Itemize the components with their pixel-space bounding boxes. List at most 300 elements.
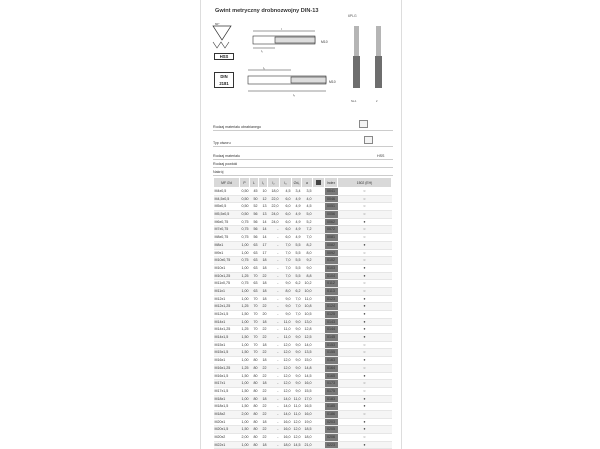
cell-index: 0163 bbox=[325, 357, 338, 365]
cell-index: 0081 bbox=[325, 234, 338, 242]
cell-value: 9,0 bbox=[302, 264, 313, 272]
cell-size: M7x0,75 bbox=[214, 226, 240, 234]
cell-value bbox=[313, 364, 325, 372]
cell-value: 5,2 bbox=[302, 218, 313, 226]
cell-value: - bbox=[268, 280, 280, 288]
cell-value: 16,5 bbox=[302, 403, 313, 411]
table-row bbox=[214, 318, 392, 326]
m10-label-lower: M10 bbox=[329, 80, 336, 84]
cell-value bbox=[313, 249, 325, 257]
cell-value: 16,0 bbox=[302, 380, 313, 388]
cell-index: 0153 bbox=[325, 341, 338, 349]
cell-size: M10x0,75 bbox=[214, 257, 240, 265]
table-row bbox=[214, 257, 392, 265]
cell-value: 6,0 bbox=[280, 218, 292, 226]
cell-index: 0183 bbox=[325, 395, 338, 403]
cell-value: 9,0 bbox=[280, 311, 292, 319]
cell-stock: ● bbox=[338, 326, 392, 334]
cell-size: M15x1 bbox=[214, 341, 240, 349]
cell-index: 0103 bbox=[325, 264, 338, 272]
cell-value: 12,0 bbox=[292, 418, 302, 426]
cell-value: - bbox=[268, 257, 280, 265]
cell-index: 0041 bbox=[325, 188, 338, 196]
table-row bbox=[214, 303, 392, 311]
table-row bbox=[214, 287, 392, 295]
cell-stock: ○ bbox=[338, 364, 392, 372]
cell-value: 0,50 bbox=[240, 195, 250, 203]
cell-value: 14,0 bbox=[280, 403, 292, 411]
cell-value: 7,0 bbox=[292, 311, 302, 319]
cell-value: 10,8 bbox=[302, 303, 313, 311]
cell-value: 11,0 bbox=[292, 395, 302, 403]
cell-stock: ● bbox=[338, 357, 392, 365]
col-header-a: a bbox=[302, 178, 313, 188]
table-row bbox=[214, 334, 392, 342]
cell-size: M14x1,5 bbox=[214, 334, 240, 342]
cell-value: 70 bbox=[250, 341, 259, 349]
cell-value: 12,5 bbox=[302, 334, 313, 342]
cell-value: 1,50 bbox=[240, 334, 250, 342]
table-row bbox=[214, 264, 392, 272]
cell-value: 70 bbox=[250, 349, 259, 357]
cell-value: 1,00 bbox=[240, 341, 250, 349]
cell-value: 22 bbox=[259, 303, 268, 311]
cell-stock: ○ bbox=[338, 410, 392, 418]
cell-stock: ● bbox=[338, 426, 392, 434]
cell-value: 70 bbox=[250, 303, 259, 311]
table-row bbox=[214, 380, 392, 388]
cell-value: 63 bbox=[250, 287, 259, 295]
cell-value bbox=[313, 326, 325, 334]
cell-value: 22 bbox=[259, 272, 268, 280]
cell-value: 1,50 bbox=[240, 311, 250, 319]
cell-value: 56 bbox=[250, 234, 259, 242]
cell-value: 63 bbox=[250, 280, 259, 288]
col-header-l2: l₂ bbox=[268, 178, 280, 188]
cell-stock: ○ bbox=[338, 349, 392, 357]
cell-value: 70 bbox=[250, 311, 259, 319]
cell-stock: ● bbox=[338, 318, 392, 326]
cell-size: M10x1,25 bbox=[214, 272, 240, 280]
cell-value bbox=[313, 272, 325, 280]
cell-stock: ● bbox=[338, 295, 392, 303]
cell-value bbox=[313, 410, 325, 418]
cell-value: 11,0 bbox=[292, 410, 302, 418]
cell-value: 22 bbox=[259, 372, 268, 380]
cell-size: M15x1,5 bbox=[214, 349, 240, 357]
cell-value: - bbox=[268, 303, 280, 311]
cell-value: 45 bbox=[250, 188, 259, 196]
cell-value: 17 bbox=[259, 249, 268, 257]
prop-hole-type: Typ otworu bbox=[213, 140, 393, 147]
prop-material: Rodzaj materiału HSS bbox=[213, 153, 393, 160]
cell-size: M16x1,5 bbox=[214, 372, 240, 380]
table-row bbox=[214, 434, 392, 442]
cell-value: 14,0 bbox=[302, 341, 313, 349]
table-row bbox=[214, 357, 392, 365]
tap-upper-outline bbox=[253, 31, 315, 48]
tap-photo-2 bbox=[375, 26, 382, 88]
cell-value: 80 bbox=[250, 387, 259, 395]
cell-value: 70 bbox=[250, 326, 259, 334]
cell-value: 5,5 bbox=[292, 272, 302, 280]
cell-value: 18 bbox=[259, 257, 268, 265]
table-row bbox=[214, 280, 392, 288]
cell-value: 12,0 bbox=[280, 341, 292, 349]
hss-badge: HSS bbox=[214, 53, 234, 60]
cell-value: 10,0 bbox=[302, 287, 313, 295]
cell-stock: ● bbox=[338, 241, 392, 249]
cell-value: 1,00 bbox=[240, 264, 250, 272]
cell-value: 7,0 bbox=[280, 257, 292, 265]
cell-stock: ○ bbox=[338, 380, 392, 388]
cell-value: 22 bbox=[259, 403, 268, 411]
cell-stock: ● bbox=[338, 334, 392, 342]
cell-value: 18 bbox=[259, 395, 268, 403]
cell-value: 16,0 bbox=[280, 418, 292, 426]
cell-size: M5,5x0,5 bbox=[214, 211, 240, 219]
cell-value: - bbox=[268, 434, 280, 442]
cell-value: 14,0 bbox=[280, 395, 292, 403]
cell-value: - bbox=[268, 364, 280, 372]
cell-size: M8x1 bbox=[214, 241, 240, 249]
cell-value: 14,5 bbox=[292, 441, 302, 449]
col-header-d1: ∅d₁ bbox=[292, 178, 302, 188]
cell-value: 13 bbox=[259, 211, 268, 219]
cell-value: - bbox=[268, 403, 280, 411]
cell-value: 22 bbox=[259, 410, 268, 418]
spec-table bbox=[213, 177, 392, 449]
cell-value: 4,9 bbox=[292, 203, 302, 211]
cell-value: 52 bbox=[250, 203, 259, 211]
cell-value: 1,00 bbox=[240, 418, 250, 426]
cell-value: 9,0 bbox=[292, 349, 302, 357]
table-row bbox=[214, 364, 392, 372]
prop-material-processed: Rodzaj materiału obrabianego bbox=[213, 124, 393, 131]
cell-value: 14 bbox=[259, 218, 268, 226]
photo-label-1: No.1 bbox=[351, 100, 357, 103]
cell-stock: ● bbox=[338, 395, 392, 403]
product-photos bbox=[346, 22, 391, 102]
cell-value: 9,0 bbox=[280, 303, 292, 311]
cell-size: M12x1,25 bbox=[214, 303, 240, 311]
cell-value bbox=[313, 264, 325, 272]
cell-value bbox=[313, 211, 325, 219]
cell-value: - bbox=[268, 249, 280, 257]
tap-lower-outline bbox=[248, 70, 326, 91]
cell-value: - bbox=[268, 395, 280, 403]
cell-value: 10,2 bbox=[302, 280, 313, 288]
cell-value bbox=[313, 218, 325, 226]
cell-size: M18x2 bbox=[214, 410, 240, 418]
cell-index: 0173 bbox=[325, 380, 338, 388]
cell-value: 3,4 bbox=[292, 188, 302, 196]
cell-index: 0056 bbox=[325, 211, 338, 219]
cell-value bbox=[313, 380, 325, 388]
cell-value: 4,9 bbox=[292, 218, 302, 226]
cell-value: 18,0 bbox=[280, 441, 292, 449]
cell-stock: ● bbox=[338, 441, 392, 449]
cell-stock: ○ bbox=[338, 249, 392, 257]
cell-value bbox=[313, 349, 325, 357]
cell-value bbox=[313, 311, 325, 319]
cell-value: 2,00 bbox=[240, 410, 250, 418]
cell-value: 9,0 bbox=[292, 318, 302, 326]
cell-value: 14,8 bbox=[302, 364, 313, 372]
cell-value bbox=[313, 234, 325, 242]
cell-value: 5,5 bbox=[292, 257, 302, 265]
cell-value: 12,0 bbox=[280, 357, 292, 365]
cell-stock: ○ bbox=[338, 341, 392, 349]
cell-stock: ○ bbox=[338, 195, 392, 203]
cell-value: 4,9 bbox=[292, 234, 302, 242]
cell-value: 0,50 bbox=[240, 211, 250, 219]
cell-index: 0203 bbox=[325, 418, 338, 426]
cell-value bbox=[313, 395, 325, 403]
cell-value: 12 bbox=[259, 195, 268, 203]
cell-value: 0,75 bbox=[240, 280, 250, 288]
cell-value bbox=[313, 318, 325, 326]
table-header-row bbox=[214, 178, 392, 188]
cell-size: M12x1,5 bbox=[214, 311, 240, 319]
cell-value: 19,0 bbox=[302, 418, 313, 426]
cell-value: 0,50 bbox=[240, 188, 250, 196]
cell-value: 9,0 bbox=[292, 357, 302, 365]
cell-value: 17,0 bbox=[302, 395, 313, 403]
prop-coating: Rodzaj powłoki bbox=[213, 161, 393, 168]
hole-type-icon bbox=[364, 136, 373, 144]
cell-value: 24,0 bbox=[268, 211, 280, 219]
table-row bbox=[214, 349, 392, 357]
cell-value: 70 bbox=[250, 272, 259, 280]
cell-stock: ● bbox=[338, 372, 392, 380]
cell-value: 18 bbox=[259, 264, 268, 272]
cell-value: 1,00 bbox=[240, 241, 250, 249]
cell-value bbox=[313, 387, 325, 395]
table-row bbox=[214, 295, 392, 303]
cell-value: 9,0 bbox=[280, 280, 292, 288]
cell-value bbox=[313, 441, 325, 449]
cell-index: 0062 bbox=[325, 218, 338, 226]
cell-value: 63 bbox=[250, 249, 259, 257]
cell-size: M12x1 bbox=[214, 295, 240, 303]
cell-value: - bbox=[268, 241, 280, 249]
cell-value: 56 bbox=[250, 218, 259, 226]
cell-index: 0144 bbox=[325, 326, 338, 334]
cell-value: 13,0 bbox=[302, 318, 313, 326]
table-row bbox=[214, 372, 392, 380]
cell-value: 9,0 bbox=[292, 380, 302, 388]
cell-stock: ○ bbox=[338, 226, 392, 234]
cell-value: 15,0 bbox=[302, 357, 313, 365]
cell-value bbox=[313, 434, 325, 442]
cell-value: 7,0 bbox=[292, 295, 302, 303]
cell-value: 80 bbox=[250, 364, 259, 372]
cell-index: 0164 bbox=[325, 364, 338, 372]
cell-value: 9,0 bbox=[292, 326, 302, 334]
cell-value: 80 bbox=[250, 357, 259, 365]
cell-value: 70 bbox=[250, 318, 259, 326]
cell-index: 0186 bbox=[325, 410, 338, 418]
table-row bbox=[214, 195, 392, 203]
col-header-l1: l₁ bbox=[259, 178, 268, 188]
cell-value: 7,0 bbox=[280, 249, 292, 257]
cell-value: 6,0 bbox=[280, 203, 292, 211]
cell-stock: ○ bbox=[338, 234, 392, 242]
cell-size: M11x0,75 bbox=[214, 280, 240, 288]
cell-size: M4,5x0,5 bbox=[214, 195, 240, 203]
cell-value: 18,0 bbox=[302, 434, 313, 442]
cell-value bbox=[313, 226, 325, 234]
cell-value: 50 bbox=[250, 195, 259, 203]
m10-label-upper: M10 bbox=[321, 40, 328, 44]
cell-value: - bbox=[268, 318, 280, 326]
cell-size: M16x1 bbox=[214, 357, 240, 365]
cell-value: 1,00 bbox=[240, 287, 250, 295]
cell-value: 1,00 bbox=[240, 295, 250, 303]
cell-stock: ● bbox=[338, 272, 392, 280]
cell-value: 15,5 bbox=[302, 387, 313, 395]
col-header-index: Index bbox=[325, 178, 338, 188]
cell-value: 20 bbox=[259, 311, 268, 319]
cell-index: 0072 bbox=[325, 226, 338, 234]
cell-value: 9,0 bbox=[292, 372, 302, 380]
cell-size: M14x1 bbox=[214, 318, 240, 326]
cell-value: 18 bbox=[259, 380, 268, 388]
cell-value: 1,00 bbox=[240, 395, 250, 403]
col-header-l: L bbox=[250, 178, 259, 188]
cell-value: 1,00 bbox=[240, 318, 250, 326]
cell-value: 12,0 bbox=[280, 364, 292, 372]
cell-value: 13,5 bbox=[302, 349, 313, 357]
cell-stock: ● bbox=[338, 311, 392, 319]
cell-value: 1,25 bbox=[240, 303, 250, 311]
cell-index: 0124 bbox=[325, 303, 338, 311]
cell-index: 0223 bbox=[325, 441, 338, 449]
cell-value: 12,0 bbox=[280, 387, 292, 395]
cell-size: M11x1 bbox=[214, 287, 240, 295]
cell-value: 80 bbox=[250, 395, 259, 403]
cell-value: - bbox=[268, 410, 280, 418]
cell-value: 9,0 bbox=[292, 364, 302, 372]
cell-value: 1,50 bbox=[240, 372, 250, 380]
cell-value: - bbox=[268, 387, 280, 395]
cell-stock: ○ bbox=[338, 188, 392, 196]
cell-value: - bbox=[268, 372, 280, 380]
cell-value: 8,2 bbox=[302, 241, 313, 249]
cell-value: - bbox=[268, 287, 280, 295]
table-row bbox=[214, 218, 392, 226]
cell-value: 56 bbox=[250, 211, 259, 219]
cell-value: 18,5 bbox=[302, 426, 313, 434]
cell-value: 18 bbox=[259, 441, 268, 449]
cell-value: 0,75 bbox=[240, 257, 250, 265]
col-header-p: P bbox=[240, 178, 250, 188]
table-row bbox=[214, 426, 392, 434]
cell-value: - bbox=[268, 234, 280, 242]
cell-value: 16,0 bbox=[302, 410, 313, 418]
cell-value: 80 bbox=[250, 426, 259, 434]
din-badge: DIN 2181 bbox=[214, 72, 234, 88]
cell-value: 10 bbox=[259, 188, 268, 196]
cell-value bbox=[313, 203, 325, 211]
cell-size: M8x0,75 bbox=[214, 234, 240, 242]
cell-stock: ○ bbox=[338, 211, 392, 219]
cell-value: 18 bbox=[259, 418, 268, 426]
cell-value bbox=[313, 241, 325, 249]
col-header-size: MF ∅d bbox=[214, 178, 240, 188]
table-row bbox=[214, 241, 392, 249]
cell-size: M5x0,5 bbox=[214, 203, 240, 211]
cell-value: 9,0 bbox=[292, 387, 302, 395]
cell-value: 24,0 bbox=[268, 218, 280, 226]
cell-size: M18x1 bbox=[214, 395, 240, 403]
cell-value: 80 bbox=[250, 434, 259, 442]
cell-index: 0206 bbox=[325, 434, 338, 442]
cell-value: 11,0 bbox=[280, 326, 292, 334]
cell-size: M20x1,5 bbox=[214, 426, 240, 434]
cell-value: - bbox=[268, 426, 280, 434]
catalog-sheet bbox=[200, 0, 402, 449]
cell-value: 80 bbox=[250, 441, 259, 449]
cell-value: 12,8 bbox=[302, 326, 313, 334]
cell-value: 4,5 bbox=[280, 188, 292, 196]
cell-value: 11,0 bbox=[302, 295, 313, 303]
cell-index: 0123 bbox=[325, 295, 338, 303]
table-row bbox=[214, 226, 392, 234]
cell-value: 80 bbox=[250, 380, 259, 388]
cell-value: 80 bbox=[250, 372, 259, 380]
table-row bbox=[214, 341, 392, 349]
cell-value: 80 bbox=[250, 410, 259, 418]
cell-value: 12,0 bbox=[292, 426, 302, 434]
table-row bbox=[214, 418, 392, 426]
cell-stock: ● bbox=[338, 218, 392, 226]
cell-value: 6,0 bbox=[280, 226, 292, 234]
table-row bbox=[214, 326, 392, 334]
cell-value: 12,0 bbox=[280, 349, 292, 357]
cell-stock: ○ bbox=[338, 280, 392, 288]
cell-value: - bbox=[268, 226, 280, 234]
cell-value: - bbox=[268, 334, 280, 342]
cell-value: 8,8 bbox=[302, 272, 313, 280]
table-row bbox=[214, 403, 392, 411]
cell-value bbox=[313, 295, 325, 303]
cell-value: - bbox=[268, 341, 280, 349]
cell-value: 4,9 bbox=[292, 195, 302, 203]
cell-size: M17x1,5 bbox=[214, 387, 240, 395]
cell-size: M17x1 bbox=[214, 380, 240, 388]
cell-size: M4x0,5 bbox=[214, 188, 240, 196]
cell-value: 5,5 bbox=[292, 249, 302, 257]
cell-value: 1,50 bbox=[240, 387, 250, 395]
cell-value: 1,25 bbox=[240, 272, 250, 280]
material-value: HSS bbox=[377, 154, 385, 158]
table-row bbox=[214, 395, 392, 403]
cell-value: 4,9 bbox=[292, 226, 302, 234]
cell-stock: ○ bbox=[338, 387, 392, 395]
table-row bbox=[214, 272, 392, 280]
cell-value: 22,0 bbox=[268, 195, 280, 203]
cell-value: 3,5 bbox=[302, 188, 313, 196]
col-header-icon bbox=[313, 178, 325, 188]
cell-value bbox=[313, 188, 325, 196]
cell-value: 17 bbox=[259, 241, 268, 249]
cell-size: M14x1,25 bbox=[214, 326, 240, 334]
table-row bbox=[214, 387, 392, 395]
cell-value: 14,0 bbox=[280, 410, 292, 418]
cell-value: 56 bbox=[250, 226, 259, 234]
